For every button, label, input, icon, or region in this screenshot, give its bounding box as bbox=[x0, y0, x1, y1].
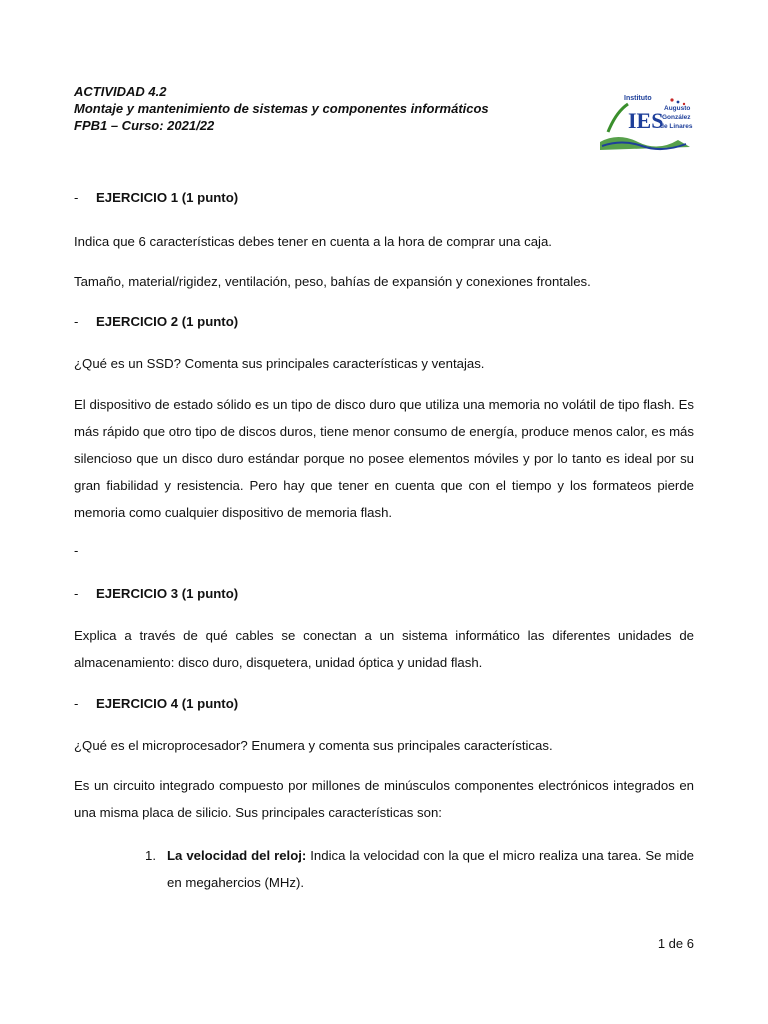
exercise-1-answer: Tamaño, material/rigidez, ventilación, peso, bahías de expansión y conexiones frontales. bbox=[74, 274, 591, 289]
exercise-4-heading: - EJERCICIO 4 (1 punto) bbox=[74, 696, 239, 711]
exercise-2-heading: - EJERCICIO 2 (1 punto) bbox=[74, 314, 239, 329]
exercise-3-question: Explica a través de qué cables se conectan a un sistema informático las diferentes unidades de almacenamiento: disco duro, disquetera, unidad óptica y unidad flash. bbox=[74, 628, 694, 670]
logo-ies-text: IES bbox=[628, 108, 664, 133]
svg-text:Instituto: Instituto bbox=[624, 95, 652, 102]
list-item-term: La velocidad del reloj: bbox=[167, 848, 307, 863]
exercise-2-title: EJERCICIO 2 (1 punto) bbox=[96, 314, 239, 329]
exercise-4-question: ¿Qué es el microprocesador? Enumera y comenta sus principales características. bbox=[74, 738, 553, 753]
exercise-3-title: EJERCICIO 3 (1 punto) bbox=[96, 586, 239, 601]
list-item-text: Indica la velocidad con la que el micro realiza una tarea. Se mide en megahercios (MHz). bbox=[167, 848, 694, 890]
school-logo bbox=[598, 92, 694, 152]
exercise-1-title: EJERCICIO 1 (1 punto) bbox=[96, 190, 239, 205]
exercise-1-question: Indica que 6 características debes tener en cuenta a la hora de comprar una caja. bbox=[74, 234, 552, 249]
exercise-2-answer: El dispositivo de estado sólido es un tipo de disco duro que utiliza una memoria no volátil de tipo flash. Es más rápido que otro tipo de discos duros, tiene menor consumo de energía, produce menos calor, es más silencioso que un disco duro estándar porque no posee elementos móviles y por lo tanto es ideal por su gran fiabilidad y resistencia. Pero hay que tener en cuenta que con el tiempo y los formateos pierde memoria como cualquier dispositivo de memoria flash. bbox=[74, 397, 694, 520]
stray-dash: - bbox=[74, 543, 79, 558]
exercise-2-question: ¿Qué es un SSD? Comenta sus principales características y ventajas. bbox=[74, 356, 485, 371]
svg-text:Augusto: Augusto bbox=[664, 105, 691, 112]
exercise-4-answer: Es un circuito integrado compuesto por millones de minúsculos componentes electrónicos integrados en una misma placa de silicio. Sus principales características son: bbox=[74, 778, 694, 820]
course-year: FPB1 – Curso: 2021/22 bbox=[74, 118, 215, 133]
list-item-number: 1. bbox=[145, 848, 156, 863]
svg-text:González: González bbox=[662, 114, 691, 121]
course-subject: Montaje y mantenimiento de sistemas y componentes informáticos bbox=[74, 101, 489, 116]
document-header bbox=[74, 83, 489, 134]
list-item bbox=[145, 842, 694, 896]
activity-title: ACTIVIDAD 4.2 bbox=[74, 84, 167, 99]
svg-text:de Linares: de Linares bbox=[660, 123, 693, 130]
page-number: 1 de 6 bbox=[657, 936, 694, 951]
exercise-1-heading: - EJERCICIO 1 (1 punto) bbox=[74, 190, 239, 205]
exercise-3-heading: - EJERCICIO 3 (1 punto) bbox=[74, 586, 239, 601]
exercise-4-title: EJERCICIO 4 (1 punto) bbox=[96, 696, 239, 711]
